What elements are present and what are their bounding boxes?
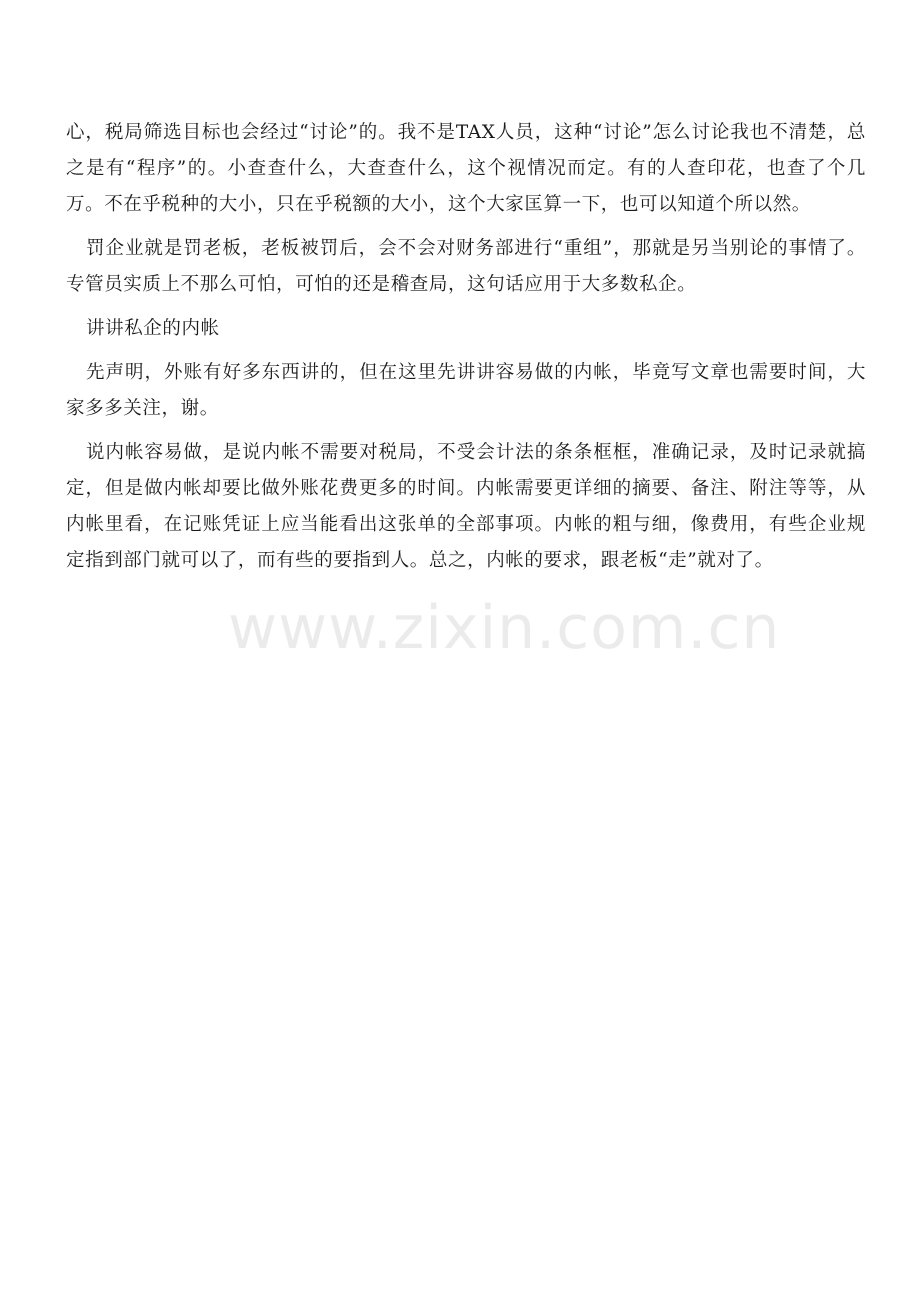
paragraph-4: 说内帐容易做，是说内帐不需要对税局，不受会计法的条条框框，准确记录，及时记录就搞定，但是做内帐却要比做外账花费更多的时间。内帐需要更详细的摘要、备注、附注等等，从内帐里看，在记账凭证上应当能看出这张单的全部事项。内帐的粗与细，像费用，有些企业规定指到部门就可以了，而有些的要指到人。总之，内帐的要求，跟老板“走”就对了。 [66,442,866,571]
document-body [66,115,866,587]
paragraph-2: 罚企业就是罚老板，老板被罚后，会不会对财务部进行“重组”，那就是另当别论的事情了。专管员实质上不那么可怕，可怕的还是稽查局，这句话应用于大多数私企。 [66,238,866,295]
paragraph-3: 先声明，外账有好多东西讲的，但在这里先讲讲容易做的内帐，毕竟写文章也需要时间，大家多多关注，谢。 [66,362,866,419]
watermark: www.zixin.com.cn [228,593,781,663]
section-heading: 讲讲私企的内帐 [86,318,220,339]
paragraph-1: 心，税局筛选目标也会经过“讨论”的。我不是TAX人员，这种“讨论”怎么讨论我也不清楚，总之是有“程序”的。小查查什么，大查查什么，这个视情况而定。有的人查印花，也查了个几万。不在乎税种的大小，只在乎税额的大小，这个大家匡算一下，也可以知道个所以然。 [66,122,866,215]
